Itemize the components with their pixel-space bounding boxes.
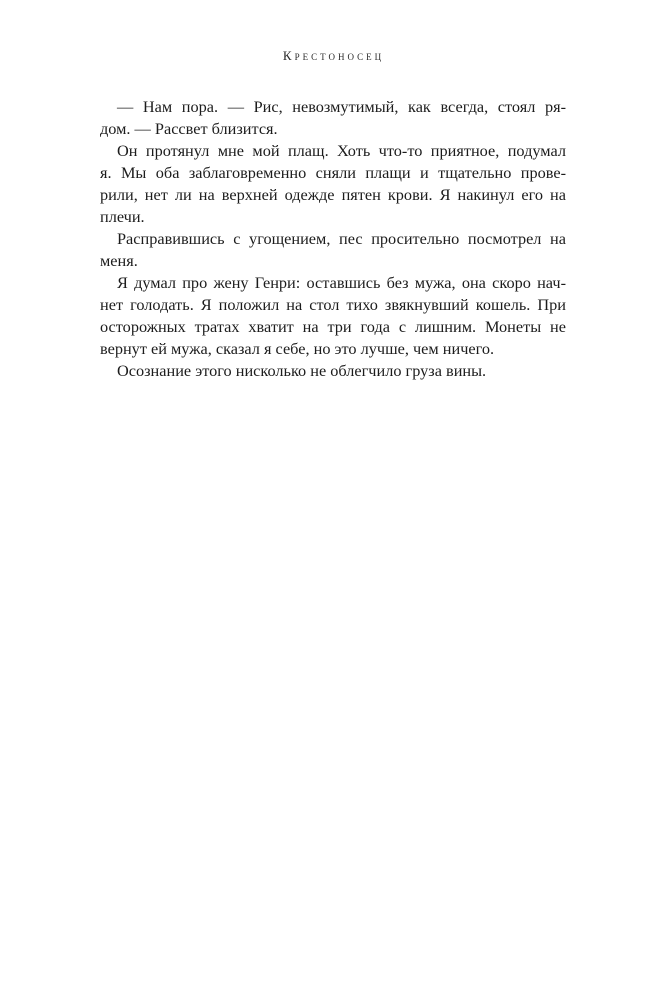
paragraph-line: рили, нет ли на верхней одежде пятен крови. Я накинул его на bbox=[100, 185, 566, 204]
paragraph-line: Расправившись с угощением, пес просительно посмотрел на bbox=[117, 229, 566, 248]
paragraph-line: Осознание этого нисколько не облегчило груза вины. bbox=[117, 361, 487, 380]
paragraph-line: — Нам пора. — Рис, невозмутимый, как всегда, стоял ря- bbox=[117, 97, 566, 116]
paragraph-line: я. Мы оба заблаговременно сняли плащи и тщательно прове- bbox=[100, 163, 566, 182]
paragraph-line: дом. — Рассвет близится. bbox=[100, 119, 278, 138]
paragraph-line: плечи. bbox=[100, 207, 145, 226]
paragraph-line: Я думал про жену Генри: оставшись без мужа, она скоро нач- bbox=[117, 273, 566, 292]
paragraph-line: вернут ей мужа, сказал я себе, но это лучше, чем ничего. bbox=[100, 339, 495, 358]
running-head: Крестоносец bbox=[282, 48, 385, 63]
paragraph-line: Он протянул мне мой плащ. Хоть что-то приятное, подумал bbox=[117, 141, 566, 160]
paragraph-line: меня. bbox=[100, 251, 138, 270]
paragraph-line: осторожных тратах хватит на три года с лишним. Монеты не bbox=[100, 317, 566, 336]
body-text bbox=[100, 96, 566, 382]
paragraph-line: нет голодать. Я положил на стол тихо звякнувший кошель. При bbox=[100, 295, 566, 314]
